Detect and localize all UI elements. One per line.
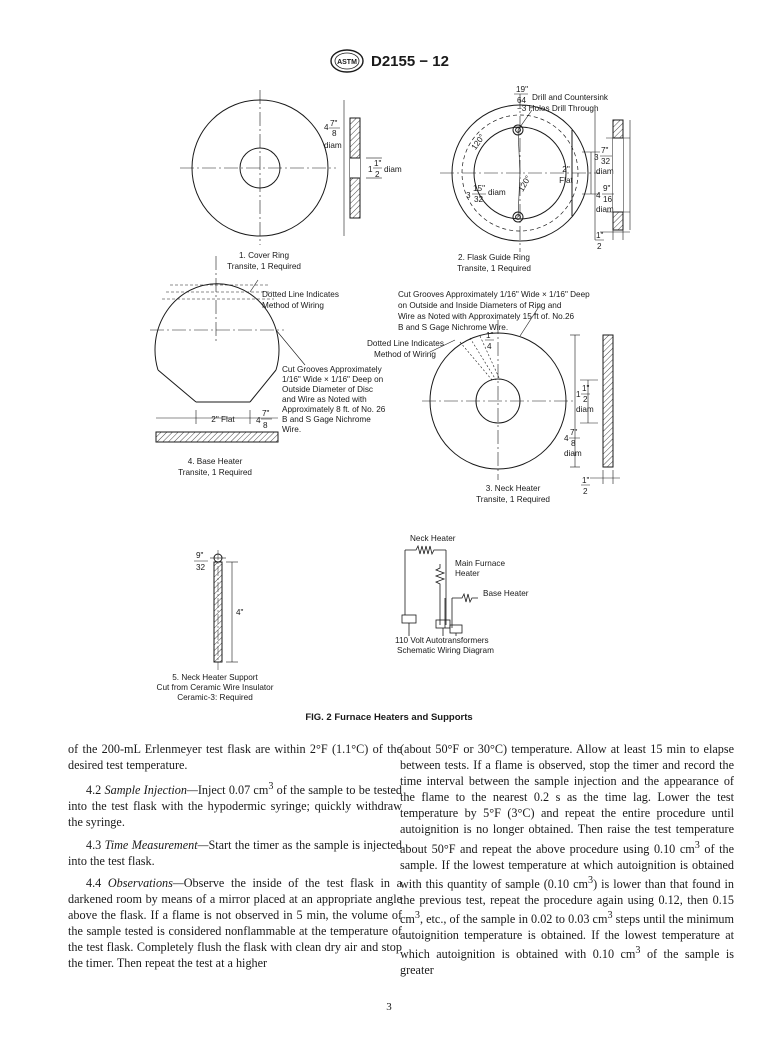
base-grooves-4: and Wire as Noted with [282,395,367,404]
base-heater-title: 4. Base Heater [187,457,243,466]
fgr-hole-note-1: Drill and Countersink [532,93,608,102]
base-grooves-7: Wire. [282,425,302,434]
standard-designation: D2155 − 12 [371,52,449,70]
neck-outer-whole: 4 [564,434,569,443]
logo-text: ASTM [337,59,357,66]
cover-ring-title: 1. Cover Ring [238,251,290,260]
wiring-main-1: Main Furnace [455,559,506,568]
base-grooves-5: Approximately 8 ft. of No. 26 [282,405,386,414]
cover-ring-drawing [180,90,382,245]
page-header [0,48,778,74]
neck-inner-whole: 1 [576,390,581,399]
neck-outer-unit: diam [564,449,582,458]
section-4-3: 4.3 Time Measurement—Start the timer as the sample is injected into the test flask. [68,837,403,868]
fgr-hole-den: 64 [517,96,527,105]
neck-quarter-num: 1" [486,331,494,340]
neck-inner-num: 1" [582,384,590,393]
left-column [68,741,402,977]
cover-outer-unit: diam [324,141,342,150]
fgr-thick-num: 1" [596,231,604,240]
fgr-out-whole: 4 [596,191,601,200]
fgr-bc-unit: diam [488,188,506,197]
neck-dotted-note-2: Method of Wiring [374,350,436,359]
neck-inner-unit: diam [576,405,594,414]
neck-quarter-den: 4 [487,342,492,351]
neck-dotted-note-1: Dotted Line Indicates [367,339,444,348]
base-dim-den: 8 [263,421,268,430]
section-heading: Time Measurement— [104,837,209,852]
base-heater-material: Transite, 1 Required [178,468,252,477]
fgr-in-unit: diam [596,167,614,176]
cover-outer-den: 8 [332,129,337,138]
base-grooves-6: B and S Gage Nichrome [282,415,371,424]
section-4-4: 4.4 Observations—Observe the inside of the test flask in a darkened room by means of a mirror placed at an appropriate angle above the flask. If a flame is not observed in 5 min, the volume of the sample tested is considered nonflammable at the temperature of the test flask. Completely flush the flask with clean dry air and stop the timer. Then repeat the test at a higher [68,875,402,971]
fgr-flat-1: 2" [562,165,570,174]
fgr-bc-den: 32 [474,195,484,204]
astm-logo-icon [329,48,365,74]
cover-outer-whole: 4 [324,123,329,132]
base-grooves-2: 1/16" Wide × 1/16" Deep on [282,375,384,384]
neck-grooves-4: B and S Gage Nichrome Wire. [398,323,509,332]
cover-inner-unit: diam [384,165,402,174]
fgr-hole-note-2: −3 Holes Drill Through [517,104,599,113]
fgr-out-unit: diam [596,205,614,214]
fgr-in-den: 32 [601,157,611,166]
fgr-bc-whole: 3 [466,191,471,200]
wiring-base-heater: Base Heater [483,589,529,598]
fgr-angle-1: 120° [469,132,487,152]
fgr-flat-2: Flat [559,176,573,185]
fgr-in-num: 7" [601,146,609,155]
support-width-num: 9" [196,551,204,560]
wiring-neck-heater: Neck Heater [410,534,456,543]
neck-heater-title: 3. Neck Heater [485,484,541,493]
wiring-caption-2: Schematic Wiring Diagram [397,646,494,655]
base-grooves-3: Outside Diameter of Disc [282,385,374,394]
paragraph-continuation: (about 50°F or 30°C) temperature. Allow at least 15 min to elapse between tests. If a flame is observed, stop the timer and record the time interval between the sample injection and the appearance of the flame to the nearest 0.2 s as the time lag. Lower the test temperature by 5°F (3°C) and repeat the entire procedure until autoignition is no longer obtained. Then raise the test temperature about 50°F and repeat the above procedure using 0.10 $cm^3$ of the sample. If the lowest temperature at which autoignition is obtained with this quantity of sample (0.10 $cm^3$) is lower than that found in the previous test, repeat the procedure again using 0.12, then 0.15 $cm^3$, etc., of the sample in 0.02 to 0.03 $cm^3$ steps until the minimum autoignition temperature is obtained. If the lowest temperature at which autoignition is obtained with 0.10 $cm^3$ of the sample is greater [400,742,735,978]
neck-thick-den: 2 [583,487,588,496]
paragraph-continuation: of the 200-mL Erlenmeyer test flask are within 2°F (1.1°C) of the desired test temperature. [68,742,402,773]
fgr-out-num: 9" [603,184,611,193]
section-4-2: 4.2 Sample Injection—Inject 0.07 $cm^3$ of the sample to be tested into the test flask with the hypodermic syringe; quickly withdraw the syringe. [68,781,402,830]
furnace-heaters-figure [100,80,680,710]
neck-grooves-1: Cut Grooves Approximately 1/16" Wide × 1/16" Deep [398,290,590,299]
cover-inner-num: 1" [374,159,382,168]
right-column [400,741,734,985]
section-heading: Sample Injection— [104,783,198,798]
base-dotted-note-1: Dotted Line Indicates [262,290,339,299]
flask-guide-ring-title: 2. Flask Guide Ring [458,253,530,262]
neck-grooves-2: on Outside and Inside Diameters of Ring and [398,301,562,310]
fgr-in-whole: 3 [594,153,599,162]
fgr-out-den: 16 [603,195,613,204]
neck-outer-num: 7" [570,428,578,437]
cover-inner-whole: 1 [368,165,373,174]
fgr-angle-2: 120° [516,174,533,194]
support-width-den: 32 [196,563,206,572]
neck-inner-den: 2 [583,395,588,404]
figure-caption: FIG. 2 Furnace Heaters and Supports [305,712,473,723]
base-dim-num: 7" [262,409,270,418]
support-line3: Ceramic-3: Required [177,693,253,702]
cover-ring-material: Transite, 1 Required [227,262,301,271]
support-title: 5. Neck Heater Support [172,673,258,682]
base-flat-label: 2" Flat [211,415,235,424]
flask-guide-ring-material: Transite, 1 Required [457,264,531,273]
support-line2: Cut from Ceramic Wire Insulator [156,683,274,692]
section-heading: Observations— [107,875,184,890]
neck-heater-support-drawing [210,550,238,670]
support-length: 4" [236,608,244,617]
page-number: 3 [386,1001,392,1013]
cover-inner-den: 2 [375,170,380,179]
wiring-main-2: Heater [455,569,480,578]
neck-thick-num: 1" [582,476,590,485]
fgr-thick-den: 2 [597,242,602,251]
neck-heater-material: Transite, 1 Required [476,495,550,504]
base-dim-whole: 4 [256,416,261,425]
fgr-bc-num: 15" [473,184,486,193]
neck-outer-den: 8 [571,439,576,448]
fgr-hole-num: 19" [516,85,529,94]
base-dotted-note-2: Method of Wiring [262,301,324,310]
wiring-caption-1: 110 Volt Autotransformers [395,636,489,645]
neck-grooves-3: Wire as Noted with Approximately 15 ft of. No.26 [398,312,575,321]
cover-outer-num: 7" [330,119,338,128]
base-grooves-1: Cut Grooves Approximately [282,365,382,374]
